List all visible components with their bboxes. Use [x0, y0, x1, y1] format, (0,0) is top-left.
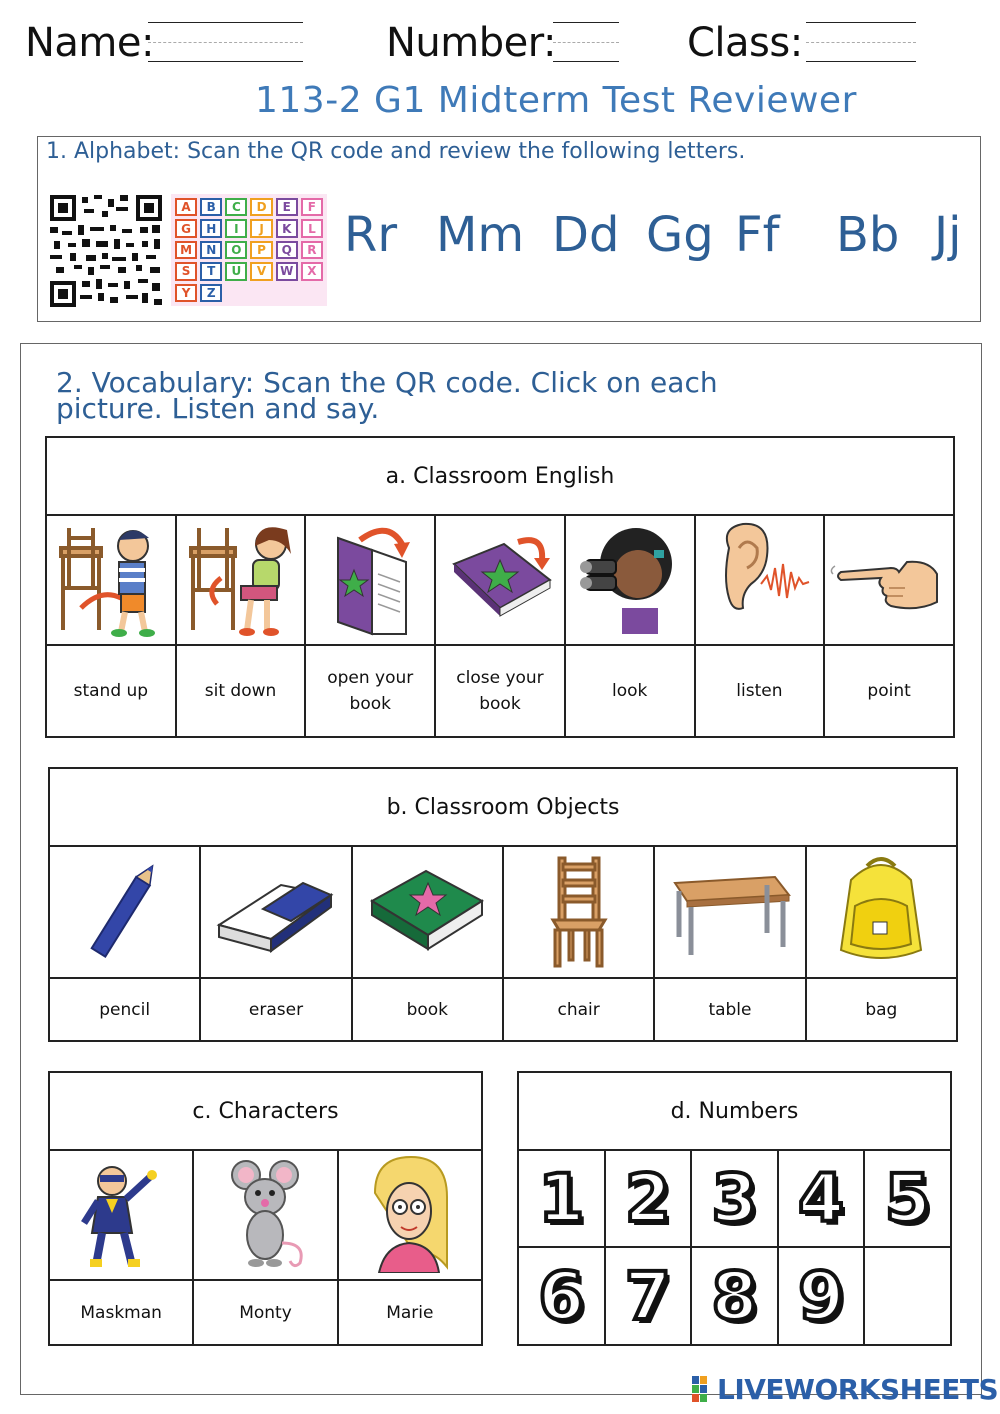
- alphabet-tile-d: D: [250, 198, 272, 216]
- alphabet-section: [37, 136, 981, 322]
- alphabet-tile-o: O: [225, 241, 247, 259]
- alphabet-tile-r: R: [301, 241, 323, 259]
- name-label: Name:: [25, 20, 154, 66]
- alphabet-tile-u: U: [225, 262, 247, 280]
- open-book-picture[interactable]: [305, 515, 435, 645]
- word-eraser: eraser: [200, 978, 351, 1041]
- alphabet-tile-q: Q: [276, 241, 298, 259]
- alphabet-tile-z: Z: [200, 284, 222, 302]
- page-title: 113-2 G1 Midterm Test Reviewer: [255, 80, 857, 121]
- name-field[interactable]: [148, 22, 303, 62]
- close-book-picture[interactable]: [435, 515, 565, 645]
- number-2[interactable]: 2: [605, 1150, 692, 1247]
- word-chair: chair: [503, 978, 654, 1041]
- word-pencil: pencil: [49, 978, 200, 1041]
- marie-picture[interactable]: [338, 1150, 482, 1280]
- alphabet-tile-y: Y: [175, 284, 197, 302]
- backpack-icon: [821, 850, 941, 970]
- number-3[interactable]: 3: [691, 1150, 778, 1247]
- alphabet-tile-b: B: [200, 198, 222, 216]
- pencil-picture[interactable]: [49, 846, 200, 978]
- alphabet-tile-h: H: [200, 219, 222, 237]
- word-open-your-book: open your book: [305, 645, 435, 737]
- class-label: Class:: [687, 20, 803, 66]
- liveworksheets-logo: [692, 1373, 998, 1406]
- alphabet-tile-f: F: [301, 198, 323, 216]
- word-point: point: [824, 645, 954, 737]
- alphabet-tile-i: I: [225, 219, 247, 237]
- book-icon: [362, 855, 492, 965]
- open-book-icon: [310, 518, 430, 638]
- pencil-icon: [65, 850, 185, 970]
- classroom-objects-title: b. Classroom Objects: [49, 768, 957, 846]
- alphabet-tile-a: A: [175, 198, 197, 216]
- alphabet-tile-m: M: [175, 241, 197, 259]
- alphabet-tile-x: X: [301, 262, 323, 280]
- vocabulary-heading: 2. Vocabulary: Scan the QR code. Click on each picture. Listen and say.: [56, 366, 718, 425]
- alphabet-tile-w: W: [276, 262, 298, 280]
- word-table: table: [654, 978, 805, 1041]
- binoculars-icon: [570, 518, 690, 638]
- number-field[interactable]: [553, 22, 619, 62]
- alphabet-tile-j: J: [250, 219, 272, 237]
- letter-bb: Bb: [836, 207, 900, 263]
- sit-down-icon: [181, 518, 301, 638]
- characters-table: [48, 1071, 483, 1346]
- alphabet-tile-c: C: [225, 198, 247, 216]
- table-icon: [665, 855, 795, 965]
- word-maskman: Maskman: [49, 1280, 193, 1345]
- table-picture[interactable]: [654, 846, 805, 978]
- letter-mm: Mm: [436, 207, 525, 263]
- mouse-icon: [210, 1153, 320, 1273]
- numbers-table: [517, 1071, 952, 1346]
- number-7[interactable]: 7: [605, 1247, 692, 1345]
- alphabet-tile-v: V: [250, 262, 272, 280]
- number-5[interactable]: 5: [864, 1150, 951, 1247]
- word-marie: Marie: [338, 1280, 482, 1345]
- point-picture[interactable]: [824, 515, 954, 645]
- number-4[interactable]: 4: [778, 1150, 865, 1247]
- alphabet-tile-l: L: [301, 219, 323, 237]
- monty-picture[interactable]: [193, 1150, 337, 1280]
- numbers-title: d. Numbers: [518, 1072, 951, 1150]
- word-close-your-book: close your book: [435, 645, 565, 737]
- liveworksheets-brand: LIVEWORKSHEETS: [717, 1373, 999, 1406]
- stand-up-icon: [51, 518, 171, 638]
- maskman-picture[interactable]: [49, 1150, 193, 1280]
- chair-picture[interactable]: [503, 846, 654, 978]
- qr-code-icon[interactable]: [50, 195, 162, 307]
- word-stand-up: stand up: [46, 645, 176, 737]
- ear-icon: [699, 518, 819, 638]
- alphabet-heading: 1. Alphabet: Scan the QR code and review the following letters.: [46, 139, 746, 164]
- letter-rr: Rr: [344, 207, 398, 263]
- sit-down-picture[interactable]: [176, 515, 306, 645]
- liveworksheets-logo-icon: [692, 1376, 714, 1402]
- number-9[interactable]: 9: [778, 1247, 865, 1345]
- letter-dd: Dd: [552, 207, 620, 263]
- book-picture[interactable]: [352, 846, 503, 978]
- alphabet-blocks-image[interactable]: [171, 194, 327, 306]
- word-bag: bag: [806, 978, 957, 1041]
- word-look: look: [565, 645, 695, 737]
- listen-picture[interactable]: [695, 515, 825, 645]
- alphabet-tile-n: N: [200, 241, 222, 259]
- eraser-icon: [211, 855, 341, 965]
- alphabet-tile-s: S: [175, 262, 197, 280]
- empty-cell: [864, 1247, 951, 1345]
- class-field[interactable]: [806, 22, 916, 62]
- classroom-english-title: a. Classroom English: [46, 437, 954, 515]
- number-1[interactable]: 1: [518, 1150, 605, 1247]
- alphabet-tile-t: T: [200, 262, 222, 280]
- pointing-hand-icon: [829, 518, 949, 638]
- word-book: book: [352, 978, 503, 1041]
- word-sit-down: sit down: [176, 645, 306, 737]
- alphabet-tile-e: E: [276, 198, 298, 216]
- bag-picture[interactable]: [806, 846, 957, 978]
- chair-icon: [519, 850, 639, 970]
- alphabet-tile-g: G: [175, 219, 197, 237]
- number-label: Number:: [386, 20, 556, 66]
- word-monty: Monty: [193, 1280, 337, 1345]
- word-listen: listen: [695, 645, 825, 737]
- classroom-objects-table: [48, 767, 958, 1042]
- letter-jj: Jj: [934, 207, 962, 263]
- number-6[interactable]: 6: [518, 1247, 605, 1345]
- look-picture[interactable]: [565, 515, 695, 645]
- letter-ff: Ff: [735, 207, 780, 263]
- alphabet-tile-k: K: [276, 219, 298, 237]
- alphabet-tile-p: P: [250, 241, 272, 259]
- superhero-icon: [66, 1153, 176, 1273]
- eraser-picture[interactable]: [200, 846, 351, 978]
- girl-icon: [355, 1153, 465, 1273]
- close-book-icon: [440, 518, 560, 638]
- stand-up-picture[interactable]: [46, 515, 176, 645]
- number-8[interactable]: 8: [691, 1247, 778, 1345]
- letter-gg: Gg: [646, 207, 714, 263]
- characters-title: c. Characters: [49, 1072, 482, 1150]
- classroom-english-table: [45, 436, 955, 738]
